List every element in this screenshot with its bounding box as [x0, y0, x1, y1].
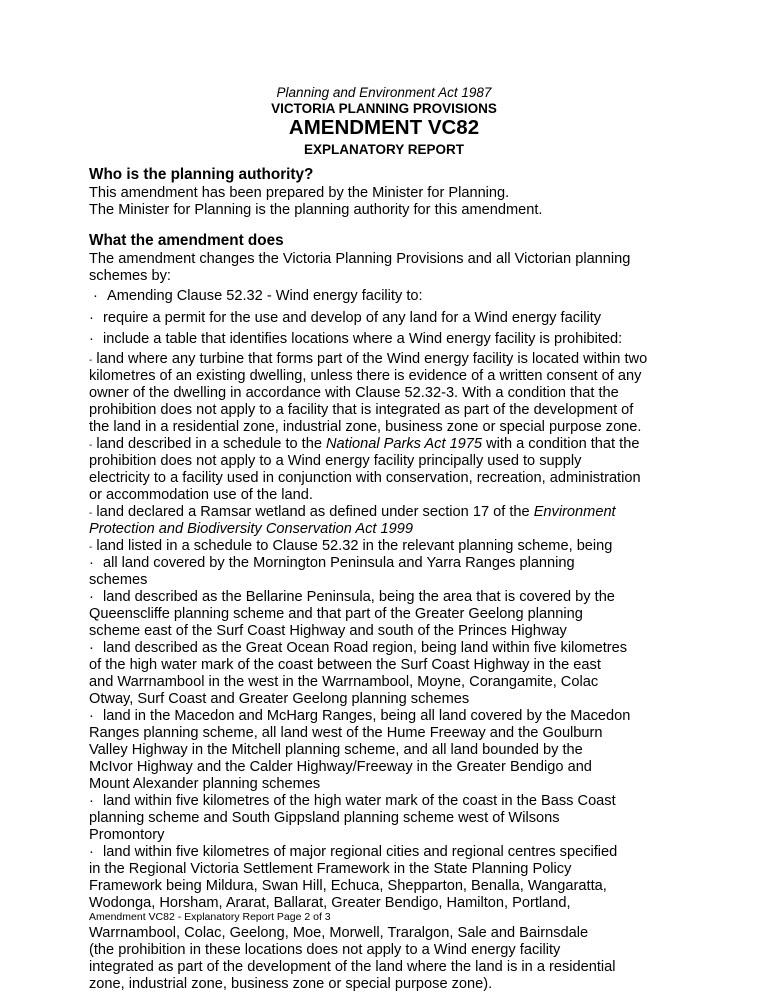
sub-item-line: schemes [89, 572, 148, 588]
bullet-item [89, 331, 622, 348]
sub-item-line: Framework being Mildura, Swan Hill, Echuca, Shepparton, Benalla, Wangaratta, [89, 878, 607, 894]
authority-line-2: The Minister for Planning is the planning authority for this amendment. [89, 202, 543, 218]
sub-item-text: land within five kilometres of the high water mark of the coast in the Bass Coast [103, 793, 616, 809]
dwelling-line: kilometres of an existing dwelling, unless there is evidence of a written consent of any [89, 368, 642, 384]
report-title: EXPLANATORY REPORT [303, 142, 465, 157]
amendment-title: AMENDMENT VC82 [288, 116, 480, 139]
parks-text: with a condition that the [482, 436, 640, 452]
sub-item [89, 555, 575, 572]
act-name: Protection and Biodiversity Conservation Act 1999 [89, 521, 413, 537]
continuation-line: Warrnambool, Colac, Geelong, Moe, Morwell, Traralgon, Sale and Bairnsdale [89, 925, 589, 941]
sub-item-text: land described as the Great Ocean Road region, being land within five kilometres [103, 640, 628, 656]
sub-item-text: land in the Macedon and McHarg Ranges, being all land covered by the Macedon [103, 708, 631, 724]
sub-item-text: land described as the Bellarine Peninsula, being the area that is covered by the [103, 589, 615, 605]
dash-marker: - [89, 542, 93, 553]
sub-item-line: in the Regional Victoria Settlement Framework in the State Planning Policy [89, 861, 572, 877]
ramsar-line [89, 504, 616, 522]
bullet-marker: · [89, 310, 94, 326]
bullet-marker: · [89, 589, 94, 605]
sub-item-line: Wodonga, Horsham, Ararat, Ballarat, Greater Bendigo, Hamilton, Portland, [89, 895, 571, 911]
bullet-marker: · [89, 555, 94, 571]
sub-item-line: McIvor Highway and the Calder Highway/Freeway in the Greater Bendigo and [89, 759, 592, 775]
sub-item [89, 589, 615, 606]
dash-marker: - [89, 440, 93, 451]
continuation-line: (the prohibition in these locations does not apply to a Wind energy facility [89, 942, 561, 958]
sub-item [89, 844, 617, 861]
dash-marker: - [89, 355, 93, 366]
sub-item-line: of the high water mark of the coast between the Surf Coast Highway in the east [89, 657, 601, 673]
dwelling-line: prohibition does not apply to a facility that is integrated as part of the development of [89, 402, 634, 418]
provisions-title: VICTORIA PLANNING PROVISIONS [271, 101, 497, 116]
sub-item [89, 793, 616, 810]
sub-item-line: Ranges planning scheme, all land west of the Hume Freeway and the Goulburn [89, 725, 603, 741]
intro-line-1: The amendment changes the Victoria Planning Provisions and all Victorian planning [89, 251, 631, 267]
dwelling-line: the land in a residential zone, industrial zone, business zone or special purpose zone. [89, 419, 642, 435]
bullet-item [93, 288, 423, 305]
parks-line: or accommodation use of the land. [89, 487, 313, 503]
bullet-text: Amending Clause 52.32 - Wind energy facility to: [107, 288, 423, 304]
section-heading-authority: Who is the planning authority? [89, 166, 314, 183]
act-name: National Parks Act 1975 [326, 436, 483, 452]
continuation-line: zone, industrial zone, business zone or special purpose zone). [89, 976, 493, 992]
page-footer: Amendment VC82 - Explanatory Report Page 2 of 3 [89, 911, 331, 923]
intro-line-2: schemes by: [89, 268, 171, 284]
section-heading-what: What the amendment does [89, 232, 284, 249]
bullet-marker: · [89, 708, 94, 724]
act-name: Environment [533, 504, 616, 520]
bullet-text: include a table that identifies locations where a Wind energy facility is prohibited: [103, 331, 623, 347]
sub-item-line: Queenscliffe planning scheme and that part of the Greater Geelong planning [89, 606, 583, 622]
sub-item-line: and Warrnambool in the west in the Warrnambool, Moyne, Corangamite, Colac [89, 674, 599, 690]
act-title: Planning and Environment Act 1987 [276, 85, 492, 100]
sub-item-line: scheme east of the Surf Coast Highway and south of the Princes Highway [89, 623, 567, 639]
sub-item-text: land within five kilometres of major regional cities and regional centres specified [103, 844, 618, 860]
sub-item-text: all land covered by the Mornington Peninsula and Yarra Ranges planning [103, 555, 575, 571]
dwelling-line: owner of the dwelling in accordance with Clause 52.32-3. With a condition that the [89, 385, 619, 401]
sub-item-line: Valley Highway in the Mitchell planning scheme, and all land bounded by the [89, 742, 583, 758]
sub-item-line: Promontory [89, 827, 165, 843]
sub-item-line: planning scheme and South Gippsland planning scheme west of Wilsons [89, 810, 560, 826]
parks-line: prohibition does not apply to a Wind energy facility principally used to supply [89, 453, 582, 469]
dwelling-text: land where any turbine that forms part of the Wind energy facility is located within two [96, 351, 648, 367]
dwelling-line [89, 351, 647, 369]
bullet-marker: · [89, 793, 94, 809]
parks-text: land described in a schedule to the [96, 436, 327, 452]
ramsar-line [89, 521, 413, 538]
dash-marker: - [89, 508, 93, 519]
sub-item [89, 708, 630, 725]
authority-line-1: This amendment has been prepared by the Minister for Planning. [89, 185, 510, 201]
bullet-item [89, 310, 601, 327]
bullet-marker: · [89, 844, 94, 860]
ramsar-text: land declared a Ramsar wetland as defined under section 17 of the [96, 504, 534, 520]
bullet-marker: · [89, 331, 94, 347]
bullet-text: require a permit for the use and develop of any land for a Wind energy facility [103, 310, 602, 326]
schedule-text: land listed in a schedule to Clause 52.32 in the relevant planning scheme, being [96, 538, 613, 554]
parks-line: electricity to a facility used in conjunction with conservation, recreation, administration [89, 470, 641, 486]
sub-item-line: Mount Alexander planning schemes [89, 776, 321, 792]
parks-line [89, 436, 639, 454]
continuation-line: integrated as part of the development of the land where the land is in a residential [89, 959, 616, 975]
bullet-marker: · [93, 288, 98, 304]
bullet-marker: · [89, 640, 94, 656]
sub-item-line: Otway, Surf Coast and Greater Geelong planning schemes [89, 691, 470, 707]
schedule-line [89, 538, 612, 556]
sub-item [89, 640, 627, 657]
